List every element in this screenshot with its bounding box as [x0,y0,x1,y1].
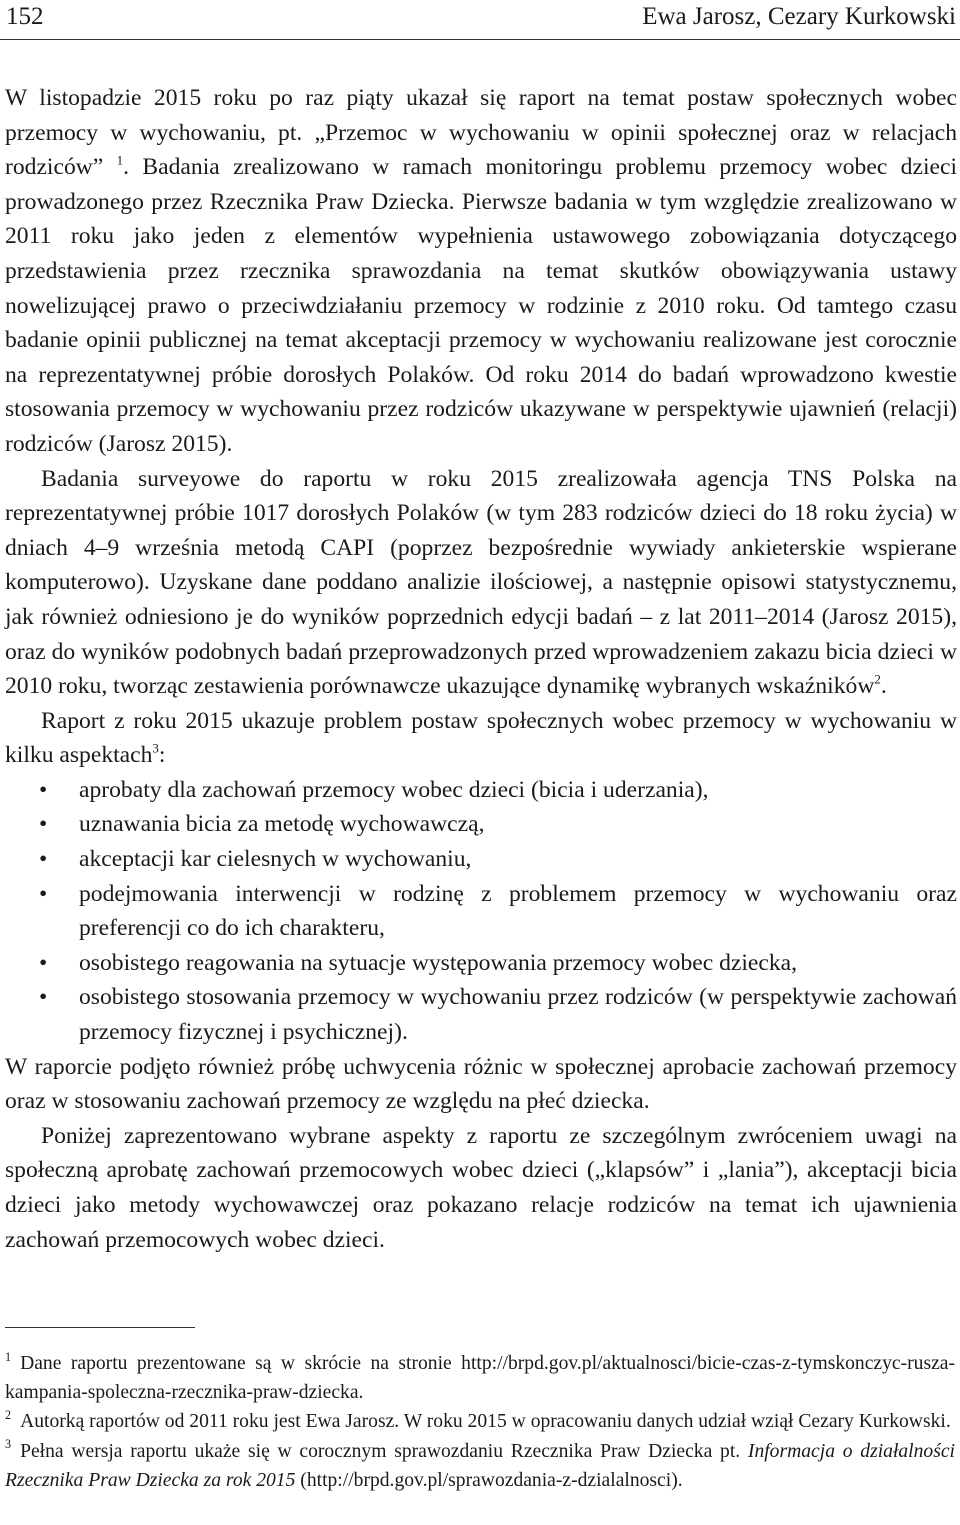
list-item-text: akceptacji kar cielesnych w wychowaniu, [79,846,472,873]
list-item [5,877,957,946]
body-text [5,81,957,1257]
page-header [0,0,960,44]
paragraph-2 [5,462,957,704]
footnote-ref-1: 1 [116,152,124,168]
footnote-ref-3: 3 [152,740,159,756]
footnote-1-text: Dane raportu prezentowane są w skrócie na stronie http://brpd.gov.pl/aktualnosci/bicie-czas-z-tymskonczyc-rusza-kampania-spoleczna-rzecznika-praw-dziecka. [5,1353,955,1404]
bullet-icon: • [39,846,48,873]
paragraph-3 [5,704,957,773]
paragraph-2-text-a: Badania surveyowe do raportu w roku 2015 zrealizowała agencja TNS Polska na reprezentatywnej próbie 1017 dorosłych Polaków (w tym 283 rodziców dzieci do 18 roku życia) w dniach 4–9 września metodą CAPI (poprzez bezpośrednie wywiady ankieterskie wspierane komputerowo). Uzyskane dane poddano analizie ilościowej, a następnie opisowi statystycznemu, jak również odniesiono je do wyników poprzednich edycji badań – z lat 2011–2014 (Jarosz 2015), oraz do wyników podobnych badań przeprowadzonych przed wprowadzeniem zakazu bicia dzieci w 2010 roku, tworząc zestawienia porównawcze ukazujące dynamikę wybranych wskaźników [5,465,957,700]
paragraph-3-text-b: : [158,742,166,769]
footnotes [5,1349,955,1495]
footnote-2-number: 2 [5,1407,12,1422]
list-item-text: aprobaty dla zachowań przemocy wobec dzieci (bicia i uderzania), [79,776,709,803]
bullet-icon: • [39,880,48,907]
header-rule [0,39,960,40]
footnote-2 [5,1407,955,1436]
list-item-text: podejmowania interwencji w rodzinę z problemem przemocy w wychowaniu oraz preferencji co do ich charakteru, [79,880,957,942]
paragraph-1-text-b: . Badania zrealizowano w ramach monitoringu problemu przemocy wobec dzieci prowadzonego przez Rzecznika Praw Dziecka. Pierwsze badania w tym względzie zrealizowano w 2011 roku jako jeden z elementów wypełnienia ustawowego zobowiązania dotyczącego przedstawienia przez rzecznika sprawozdania na temat skutków obowiązywania ustawy nowelizującej prawo o przeciwdziałaniu przemocy w rodzinie z 2010 roku. Od tamtego czasu badanie opinii publicznej na temat akceptacji przemocy w wychowaniu realizowane jest corocznie na reprezentatywnej próbie dorosłych Polaków. Od roku 2014 do badań wprowadzono kwestie stosowania przemocy w wychowaniu przez rodziców ukazywane w perspektywie ujawnień (relacji) rodziców (Jarosz 2015). [5,154,957,457]
list-item [5,946,957,981]
paragraph-1-text-a: W listopadzie 2015 roku po raz piąty ukazał się raport na temat postaw społecznych wobec przemocy w wychowaniu, pt. „Przemoc w wychowaniu w opinii społecznej oraz w relacjach rodziców” [5,85,957,181]
paragraph-1 [5,81,957,462]
bullet-icon: • [39,776,48,803]
footnote-ref-2: 2 [874,671,881,687]
list-item [5,807,957,842]
list-item [5,773,957,808]
footnote-3-text-a: Pełna wersja raportu ukaże się w corocznym sprawozdaniu Rzecznika Praw Dziecka pt. [20,1440,748,1462]
paragraph-5: Poniżej zaprezentowano wybrane aspekty z raportu ze szczególnym zwróceniem uwagi na społeczną aprobatę zachowań przemocowych wobec dzieci („klapsów” i „lania”), akceptacji bicia dzieci jako metody wychowawczej oraz pokazano relacje rodziców na temat ich ujawnienia zachowań przemocowych wobec dzieci. [5,1122,957,1253]
bullet-icon: • [39,811,48,838]
footnote-1 [5,1349,955,1407]
list-item [5,980,957,1049]
paragraph-2-text-b: . [880,673,887,700]
paragraph-3-text-a: Raport z roku 2015 ukazuje problem postaw społecznych wobec przemocy w wychowaniu w kilku aspektach [5,707,957,769]
bullet-icon: • [39,949,48,976]
list-item [5,842,957,877]
running-head-authors: Ewa Jarosz, Cezary Kurkowski [642,3,956,30]
footnote-rule [5,1327,195,1328]
footnote-3-report-title: Informacja o działalności Rzecznika Praw Dziecka za rok 2015 [5,1440,955,1491]
footnote-3-number: 3 [5,1437,12,1452]
footnote-3 [5,1437,955,1495]
paragraph-4: W raporcie podjęto również próbę uchwycenia różnic w społecznej aprobacie zachowań przemocy oraz w stosowaniu zachowań przemocy ze względu na płeć dziecka. [5,1053,957,1115]
list-item-text: uznawania bicia za metodę wychowawczą, [79,811,485,838]
page-number: 152 [6,3,44,30]
aspects-list [5,773,957,1050]
list-item-text: osobistego stosowania przemocy w wychowaniu przez rodziców (w perspektywie zachowań przemocy fizycznej i psychicznej). [79,984,957,1046]
footnote-3-text-b: (http://brpd.gov.pl/sprawozdania-z-dzialalnosci). [295,1469,683,1491]
footnote-1-number: 1 [5,1349,12,1364]
footnote-2-text: Autorką raportów od 2011 roku jest Ewa Jarosz. W roku 2015 w opracowaniu danych udział wziął Cezary Kurkowski. [20,1411,951,1433]
bullet-icon: • [39,984,48,1011]
footnote-3-text [5,1441,955,1491]
list-item-text: osobistego reagowania na sytuacje występowania przemocy wobec dziecka, [79,949,798,976]
